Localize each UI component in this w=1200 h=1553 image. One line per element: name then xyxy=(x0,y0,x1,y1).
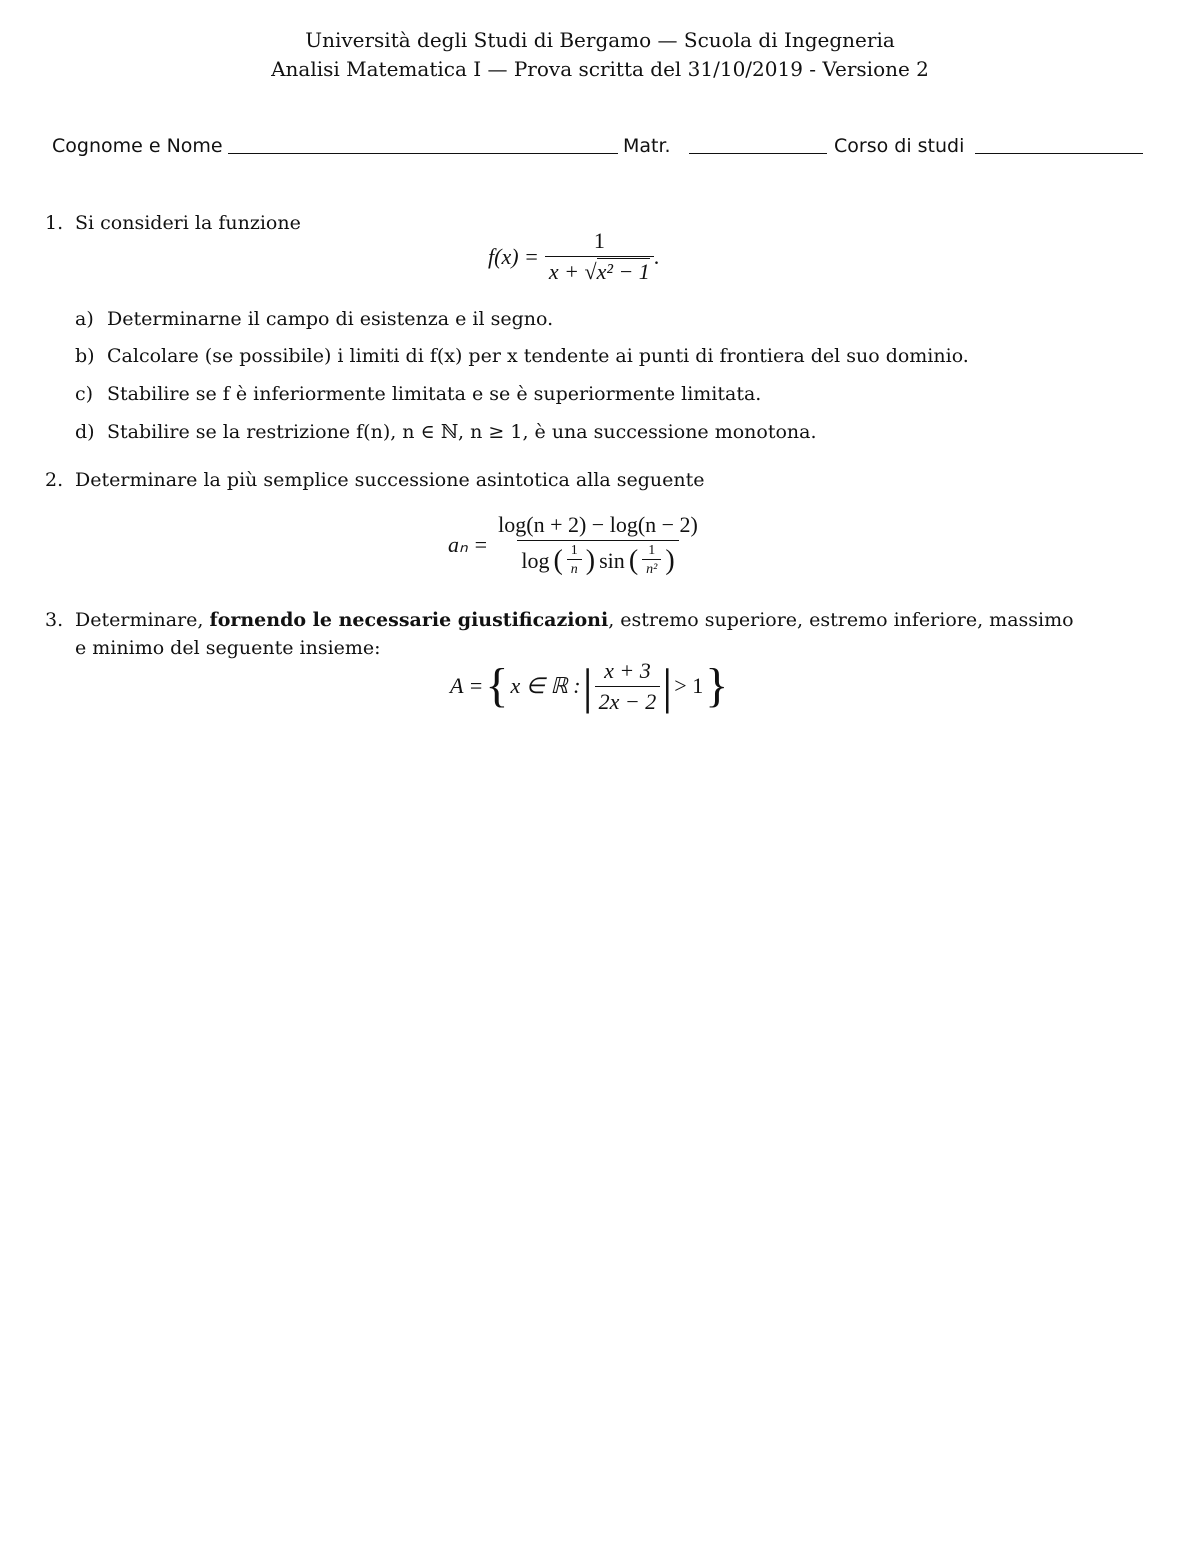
q1-formula-trail: . xyxy=(653,243,660,269)
open-brace-icon: { xyxy=(485,659,509,712)
q2-den-frac2-num: 1 xyxy=(648,543,656,558)
q2-formula-fraction xyxy=(494,512,702,578)
header-university: Università degli Studi di Bergamo — Scuola di Ingegneria xyxy=(305,28,895,52)
q3-formula-numerator: x + 3 xyxy=(604,657,651,683)
q1-item-a-text: Determinarne il campo di esistenza e il segno. xyxy=(107,308,554,330)
q3-formula-rhs: > 1 xyxy=(674,673,704,698)
q1-formula-lhs: f(x) = xyxy=(488,243,539,269)
close-brace-icon: } xyxy=(705,659,729,712)
q3-text-bold: fornendo le necessarie giustificazioni xyxy=(209,609,609,631)
q2-formula xyxy=(448,512,702,578)
open-paren-icon: ( xyxy=(628,544,639,576)
q2-den-frac2 xyxy=(642,543,661,578)
q1-item-d-label: d) xyxy=(75,421,95,443)
q2-formula-lhs: aₙ = xyxy=(448,532,489,557)
q3-text-line2: e minimo del seguente insieme: xyxy=(75,637,381,659)
q1-formula-den-x: x + xyxy=(548,259,579,284)
header-exam-title: Analisi Matematica I — Prova scritta del 31/10/2019 - Versione 2 xyxy=(271,57,929,81)
abs-bar-left-icon: | xyxy=(582,658,593,714)
q1-item-a-label: a) xyxy=(75,308,94,330)
q1-formula-fraction xyxy=(545,228,654,285)
q1-formula-radicand: x² − 1 xyxy=(596,259,650,284)
q1-item-b-text: Calcolare (se possibile) i limiti di f(x) per x tendente ai punti di frontiera del suo dominio. xyxy=(107,345,969,367)
q2-den-log: log xyxy=(521,547,550,573)
q3-text-post: , estremo superiore, estremo inferiore, massimo xyxy=(608,609,1074,631)
course-field[interactable] xyxy=(975,153,1143,154)
q3-text-pre: Determinare, xyxy=(75,609,204,631)
q2-formula-numerator: log(n + 2) − log(n − 2) xyxy=(498,512,698,537)
q2-den-frac1 xyxy=(567,543,582,578)
q2-text: Determinare la più semplice successione asintotica alla seguente xyxy=(75,469,705,491)
q3-formula-denominator: 2x − 2 xyxy=(595,686,661,715)
q2-formula-denominator xyxy=(517,540,678,578)
q2-den-sin: sin xyxy=(599,547,625,573)
q1-item-c-text: Stabilire se f è inferiormente limitata e se è superiormente limitata. xyxy=(107,383,762,405)
q2-den-frac1-den: n xyxy=(567,559,582,578)
q1-item-c-label: c) xyxy=(75,383,94,405)
q3-text-line1 xyxy=(75,609,1074,631)
course-label: Corso di studi xyxy=(834,135,965,157)
name-field[interactable] xyxy=(228,153,618,154)
q1-number: 1. xyxy=(45,212,64,234)
close-paren-icon: ) xyxy=(665,544,675,576)
q1-intro: Si consideri la funzione xyxy=(75,212,301,234)
q2-den-frac1-num: 1 xyxy=(570,543,578,558)
q1-formula-numerator: 1 xyxy=(593,228,605,253)
q1-formula xyxy=(488,228,659,285)
q1-formula-denominator xyxy=(545,256,654,285)
sqrt-symbol-icon: √ xyxy=(584,259,597,284)
matr-field[interactable] xyxy=(689,153,827,154)
q2-den-frac2-den: n² xyxy=(642,559,661,578)
open-paren-icon: ( xyxy=(553,544,563,576)
q3-formula-set-start: x ∈ ℝ : xyxy=(510,673,581,698)
close-paren-icon: ) xyxy=(585,544,596,576)
name-label: Cognome e Nome xyxy=(52,135,223,157)
matr-label: Matr. xyxy=(623,135,671,157)
q2-number: 2. xyxy=(45,469,64,491)
q1-item-b-label: b) xyxy=(75,345,95,367)
abs-bar-right-icon: | xyxy=(662,658,673,714)
q3-formula xyxy=(450,656,728,716)
q3-formula-lhs: A = xyxy=(450,673,484,698)
q3-number: 3. xyxy=(45,609,64,631)
q1-item-d-text: Stabilire se la restrizione f(n), n ∈ ℕ, n ≥ 1, è una successione monotona. xyxy=(107,421,817,443)
q3-formula-fraction xyxy=(595,658,661,715)
